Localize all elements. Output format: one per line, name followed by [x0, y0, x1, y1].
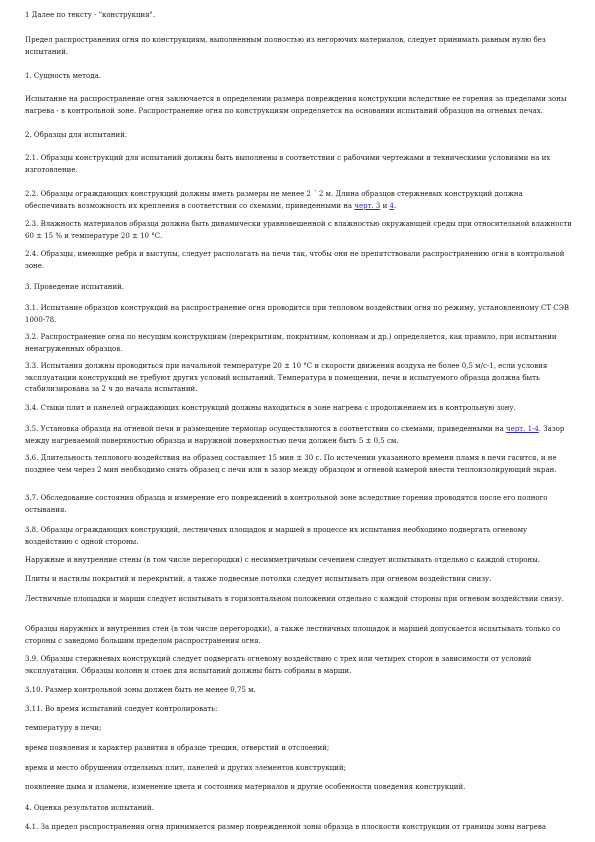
clause-2-3: 2.3. Влажность материалов образца должна быть динамически уравновешенной с влажностью окружающей среды при относительной влажности 60 ± 15 % и температуре 20 ± 10 °С. [25, 220, 572, 240]
plates-paragraph: Плиты и настилы покрытий и перекрытий, а также подвесные потолки следует испытывать при огневом воздействии снизу. [25, 575, 492, 583]
clause-3-2: 3.2. Распространение огня по несущим конструкциям (перекрытиям, покрытиям, колоннам и др.) определяется, как правило, при испытании ненагруженных образцов. [25, 333, 557, 353]
symmetric-paragraph: Образцы наружных и внутренних стен (в том числе перегородки), а также лестничных площадок и маршей допускается испытывать только со стороны с заведомо большим пределом распространения огня. [25, 625, 561, 645]
clause-3-10: 3.10. Размер контрольной зоны должен быть не менее 0,75 м. [25, 686, 256, 694]
clause-2-4: 2.4. Образцы, имеющие ребра и выступы, следует располагать на печи так, чтобы они не препятствовали распространению огня в контрольной зоне. [25, 250, 565, 270]
drawing-3-link[interactable]: черт. 3 [354, 201, 381, 210]
clause-2-2-and: и [382, 201, 388, 210]
clause-2-1: 2.1. Образцы конструкций для испытаний должны быть выполнены в соответствии с рабочими чертежами и техническими условиями на их изготовление. [25, 154, 551, 174]
section-1-text: Испытание на распространение огня заключается в определении размера повреждения конструкции вследствие ее горения за пределами зоны нагрева - в контрольной зоне. Распространение огня по конструкциям определяется на основании испытаний образцов на огневых печах. [25, 95, 567, 115]
stairs-paragraph: Лестничные площадки и марши следует испытывать в горизонтальном положении отдельно с каждой стороны при огневом воздействии снизу. [25, 595, 564, 603]
control-item-temperature: температуру в печи; [25, 724, 102, 732]
multiply-sign: ´ [313, 190, 317, 198]
drawings-1-4-link[interactable]: черт. 1-4 [506, 425, 539, 433]
clause-3-8: 3.8. Образцы ограждающих конструкций, лестничных площадок и маршей в процессе их испытания необходимо подвергать огневому воздействию с одной стороны. [25, 526, 528, 546]
section-2-heading: 2. Образцы для испытаний. [25, 131, 128, 139]
section-3-heading: 3. Проведение испытаний. [25, 283, 125, 291]
clause-2-2-middle: 2 м. Длина образцов стержневых конструкций должна обеспечивать возможность их крепления в соответствии со схемами, приведенными на [25, 190, 523, 210]
clause-3-6: 3.6. Длительность теплового воздействия на образец составляет 15 мин ± 30 с. По истечении указанного времени пламя в печи гасится, и не позднее чем через 2 мин необходимо снять образец с печи или в зазор между образцом и огневой камерой внести теплоизолирующий экран. [25, 454, 557, 474]
clause-3-5-start: 3.5. Установка образца на огневой печи и размещение термопар осуществляются в соответствии со схемами, приведенными на [25, 425, 504, 433]
clause-3-7: 3.7. Обследование состояния образца и измерение его повреждений в контрольной зоне вследствие горения проводятся после его полного остывания. [25, 494, 548, 514]
control-item-cracks: время появления и характер развития в образце трещин, отверстий и отслоений; [25, 744, 330, 752]
control-item-collapse: время и место обрушения отдельных плит, панелей и других элементов конструкций; [25, 764, 346, 772]
clause-3-5-end: . Зазор между нагреваемой поверхностью образца и наружной поверхностью печи должен быть 5 ± 0,5 см. [25, 425, 565, 445]
clause-3-1: 3.1. Испытание образцов конструкций на распространение огня проводится при тепловом воздействии огня по режиму, установленному СТ СЭВ 1000-78. [25, 304, 570, 324]
intro-paragraph: Предел распространения огня по конструкциям, выполненным полностью из негорючих материалов, следует принимать равным нулю без испытаний. [25, 36, 546, 56]
footnote: 1 Далее по тексту - "конструкция". [25, 11, 155, 19]
clause-3-11: 3.11. Во время испытаний следует контролировать: [25, 705, 218, 713]
control-item-smoke: появление дыма и пламени, изменение цвета и состояния материалов и другие особенности поведения конструкций. [25, 783, 466, 791]
clause-3-4: 3.4. Стыки плит и панелей ограждающих конструкций должны находиться в зоне нагрева с продолжением их в контрольную зону. [25, 404, 516, 412]
section-1-heading: 1. Сущность метода. [25, 72, 101, 80]
clause-4-1: 4.1. За предел распространения огня принимается размер поврежденной зоны образца в плоскости конструкции от границы зоны нагрева [25, 823, 547, 831]
section-4-heading: 4. Оценка результатов испытаний. [25, 804, 154, 812]
walls-paragraph: Наружные и внутренние стены (в том числе перегородки) с несимметричным сечением следует испытывать отдельно с каждой стороны. [25, 556, 540, 564]
clause-3-9: 3.9. Образцы стержневых конструкций следует подвергать огневому воздействию с трех или четырех сторон в зависимости от условий эксплуатации. Образцы колонн и стоек для испытаний должны быть собраны в марши. [25, 655, 532, 675]
drawing-4-link[interactable]: 4 [389, 201, 394, 210]
clause-3-3: 3.3. Испытания должны проводиться при начальной температуре 20 ± 10 °С и скорости движения воздуха не более 0,5 м/с-1, если условия эксплуатации конструкций не требуют других условий испытаний. Температура в помещении, печи и испытуемого образца должна быть стабилизирована за 2 ч до начала испытаний. [25, 362, 548, 393]
clause-2-2: 2.2. Образцы ограждающих конструкций должны иметь размеры не менее 2 ´ 2 м. Длина образцов стержневых конструкций должна обеспечивать возможность их крепления в соответствии со схемами, приведенными на черт. 3 и 4. [25, 190, 523, 210]
clause-3-5 [25, 424, 573, 447]
clause-2-2-start: 2.2. Образцы ограждающих конструкций должны иметь размеры не менее 2 [25, 190, 314, 198]
